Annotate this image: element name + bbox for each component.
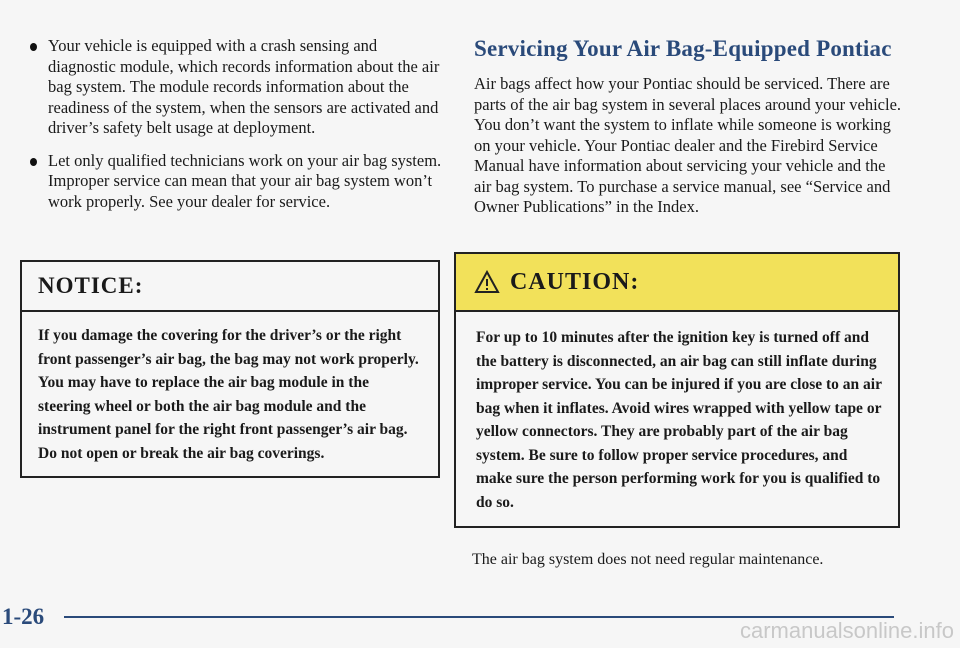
page-number: 1-26: [2, 604, 45, 629]
notice-body: If you damage the covering for the driver’s or the right front passenger’s air bag, the bag may not work properly. You may have to replace the air bag module in the steering wheel or both the air bag module and the instrument panel for the right front passenger’s air bag. Do not open or break the air bag coverings.: [38, 327, 419, 462]
bullet-icon: [30, 158, 37, 166]
bullet-icon: [30, 43, 37, 51]
left-column: [22, 36, 442, 224]
list-item: [22, 151, 442, 213]
caution-header: [456, 254, 898, 312]
watermark: carmanualsonline.info: [739, 618, 954, 643]
section-paragraph: Air bags affect how your Pontiac should be serviced. There are parts of the air bag system in several places around your vehicle. You don’t want the system to inflate while someone is working on your vehicle. Your Pontiac dealer and the Firebird Service Manual have information about servicing your vehicle and the air bag system. To purchase a service manual, see “Service and Owner Publications” in the Index.: [474, 74, 902, 216]
caution-body: For up to 10 minutes after the ignition key is turned off and the battery is disconnected, an air bag can still inflate during improper service. You can be injured if you are close to an air bag when it inflates. Avoid wires wrapped with yellow tape or yellow connectors. They are probably part of the air bag system. Be sure to follow proper service procedures, and make sure the person performing work for you is qualified to do so.: [476, 329, 882, 511]
right-column: [474, 36, 902, 218]
notice-title: NOTICE:: [22, 262, 438, 312]
bullet-text: Your vehicle is equipped with a crash sensing and diagnostic module, which records information about the air bag system. The module records information about the readiness of the system, when the sensors are activated and driver’s safety belt usage at deployment.: [48, 36, 440, 137]
caution-title: CAUTION:: [510, 268, 640, 295]
maintenance-note: The air bag system does not need regular maintenance.: [472, 551, 824, 568]
list-item: [22, 36, 442, 139]
caution-box: [454, 252, 900, 528]
warning-triangle-icon: [474, 270, 500, 294]
bullet-list: [22, 36, 442, 212]
bullet-text: Let only qualified technicians work on your air bag system. Improper service can mean that your air bag system won’t work properly. See your dealer for service.: [48, 150, 442, 211]
section-title: Servicing Your Air Bag-Equipped Pontiac: [474, 36, 892, 61]
notice-box: [20, 260, 440, 478]
